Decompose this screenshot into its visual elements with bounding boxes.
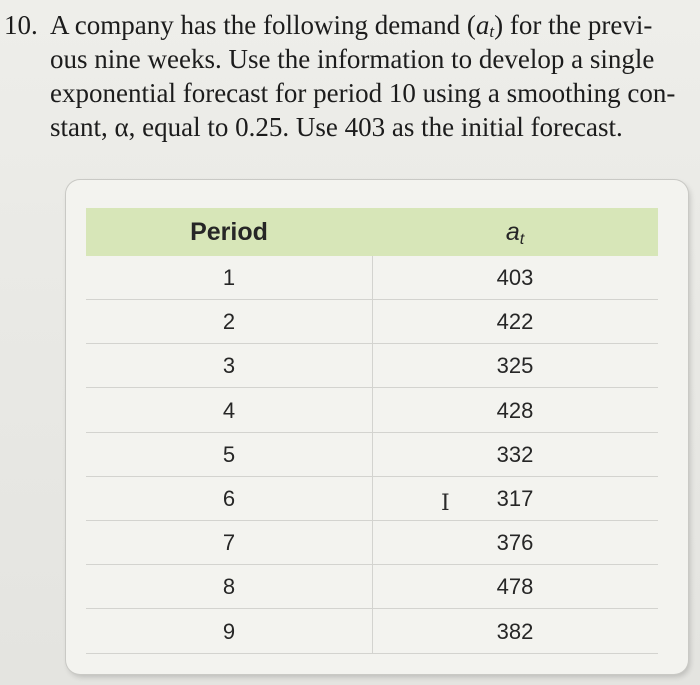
period-cell: 2 — [222, 309, 236, 335]
demand-cell: 422 — [496, 309, 534, 335]
demand-subscript: t — [489, 22, 495, 41]
column-divider — [372, 256, 373, 654]
problem-number: 10. — [4, 10, 38, 40]
demand-table — [86, 208, 658, 654]
demand-symbol: a — [475, 10, 490, 40]
demand-cell: 332 — [496, 441, 534, 467]
period-cell: 9 — [222, 618, 236, 644]
problem-line-1-text-a: A company has the following demand ( — [50, 10, 476, 40]
demand-cell: 382 — [496, 618, 534, 644]
problem-line-3: exponential forecast for period 10 using a smoothing con- — [50, 78, 676, 108]
period-cell: 3 — [222, 353, 236, 379]
period-cell: 8 — [222, 574, 236, 600]
text-cursor-icon: I — [441, 491, 450, 516]
demand-cell: 478 — [496, 574, 534, 600]
period-cell: 1 — [222, 265, 236, 290]
problem-line-4: stant, α, equal to 0.25. Use 403 as the initial forecast. — [50, 112, 623, 142]
header-demand — [372, 208, 658, 256]
header-period: Period — [190, 218, 268, 246]
header-demand-subscript: t — [519, 231, 525, 248]
table-header — [86, 208, 658, 256]
demand-cell: 403 — [496, 265, 534, 290]
problem-line-1 — [50, 8, 652, 42]
header-demand-symbol: a — [505, 218, 520, 246]
problem-statement — [0, 8, 700, 168]
demand-cell: 428 — [496, 397, 534, 423]
period-cell: 6 — [222, 486, 236, 511]
period-cell: 4 — [222, 397, 236, 423]
demand-cell: 325 — [496, 353, 534, 379]
problem-line-2: ous nine weeks. Use the information to develop a single — [50, 44, 655, 74]
period-cell: 7 — [222, 530, 236, 556]
period-cell: 5 — [222, 441, 236, 467]
demand-cell: 376 — [496, 530, 534, 556]
problem-line-1-text-b: ) for the previ- — [494, 10, 653, 40]
demand-cell: 317 — [496, 486, 534, 511]
